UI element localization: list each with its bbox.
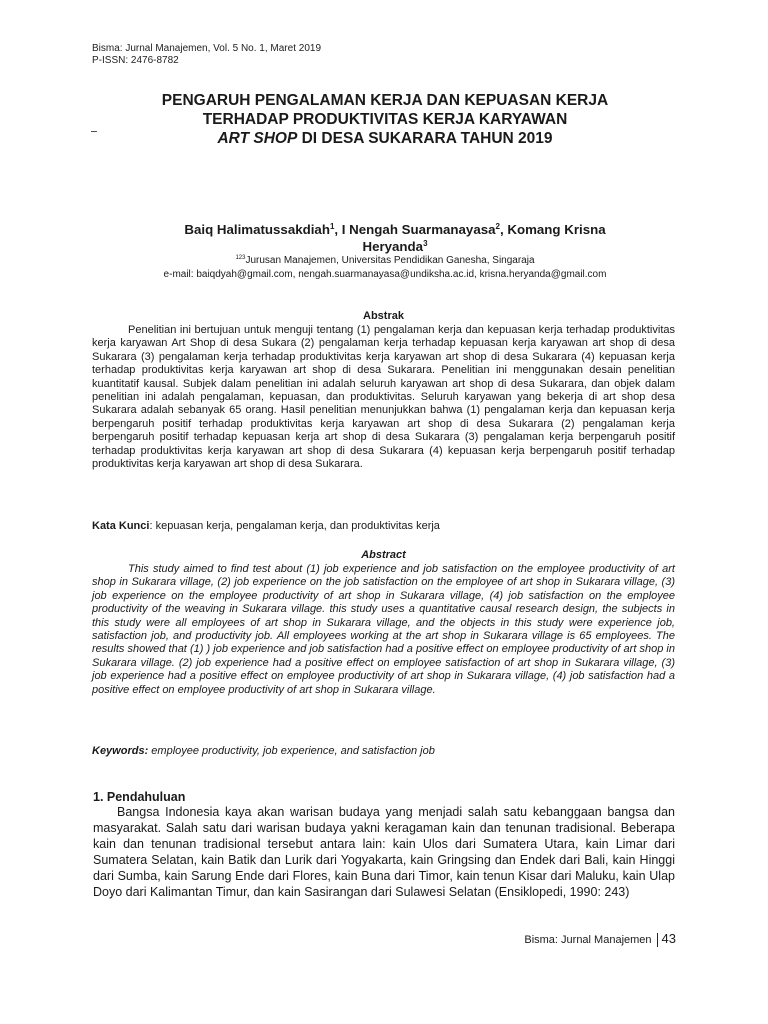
abstrak-heading: Abstrak: [363, 310, 404, 322]
title-line-3-rest: DI DESA SUKARARA TAHUN 2019: [297, 130, 553, 147]
author-list: Baiq Halimatussakdiah$^1$, I Nengah Suarmanayasa$^2$, Komang Krisna Heryanda$^3$: [184, 222, 606, 254]
title-line-1: PENGARUH PENGALAMAN KERJA DAN KEPUASAN KERJA: [161, 92, 609, 109]
section-body: Bangsa Indonesia kaya akan warisan budaya yang menjadi salah satu kebanggaan bangsa dan masyarakat. Salah satu dari warisan budaya yakni keragaman kain dan tenunan tradisional. Beberapa kain dan tenunan tradisional tersebut antara lain: kain Ulos dari Sumatera Utara, kain Limar dari Sumatera Selatan, kain Batik dan Lurik dari Yogyakarta, kain Gringsing dan Endek dari Bali, kain Hinggi dari Sumba, kain Sarung Ende dari Flores, kain Buna dari Timor, kain tenun Kisar dari Maluku, kain Ulap Doyo dari Kalimantan Timur, dan kain Sasirangan dari Sulawesi Selatan (Ensiklopedi, 1990: 243): [93, 805, 675, 899]
kata-kunci: Kata Kunci: kepuasan kerja, pengalaman kerja, dan produktivitas kerja: [92, 520, 440, 532]
affiliation: $^{123}$Jurusan Manajemen, Universitas Pendidikan Ganesha, Singaraja: [235, 255, 535, 266]
journal-header: Bisma: Jurnal Manajemen, Vol. 5 No. 1, Maret 2019: [92, 43, 322, 54]
author-1: Baiq Halimatussakdiah: [184, 222, 330, 237]
title-line-2: TERHADAP PRODUKTIVITAS KERJA KARYAWAN: [202, 111, 568, 128]
title-italic: ART SHOP: [217, 130, 298, 147]
issn-line: P-ISSN: 2476-8782: [92, 55, 179, 66]
abstract-body: This study aimed to find test about (1) job experience and job satisfaction on the employee productivity of art shop in Sukarara village, (2) job experience on the job satisfaction on the employee of art shop in Sukarara village, (3) job experience on the employee productivity of art shop in Sukarara village, (4) job satisfaction on the employee productivity of the weaving in Sukarara village. this study uses a quantitative causal research design, the subjects in this study were all employees of art shop in Sukarara village, and the objects in this study were experience job, satisfaction job, and productivity job. All employees working at the art shop in Sukarara village is 65 employees. The results showed that (1) ) job experience and job satisfaction had a positive effect on employee productivity of art shop in Sukarara village. (2) job experience had a positive effect on employee satisfaction of art shop in Sukarara village, (3) job experience had a positive effect on employee productivity of art shop in Sukarara village, (4) job satisfaction had a positive effect on employee productivity of art shop in Sukarara village.: [92, 563, 675, 696]
page-number: 43: [661, 931, 676, 946]
email-line: e-mail: baiqdyah@gmail.com, nengah.suarmanayasa@undiksha.ac.id, krisna.heryanda@gmail.com: [163, 269, 607, 280]
page-footer: [524, 932, 676, 947]
abstract-heading: Abstract: [361, 549, 406, 561]
section-heading: 1. Pendahuluan: [93, 790, 186, 804]
keywords: Keywords: employee productivity, job experience, and satisfaction job: [92, 745, 435, 757]
abstrak-body: Penelitian ini bertujuan untuk menguji tentang (1) pengalaman kerja dan kepuasan kerja terhadap produktivitas kerja karyawan Art Shop di desa Sukara (2) pengalaman kerja terhadap kepuasan kerja karyawan art shop di desa Sukarara (3) pengalaman kerja terhadap produktivitas kerja karyawan art shop di desa Sukarara (4) kepuasan kerja terhadap produktivitas kerja karyawan art shop di desa Sukarara. Penelitian ini menggunakan desain penelitian kuantitatif kausal. Subjek dalam penelitian ini adalah seluruh karyawan art shop di desa Sukarara, dan objek dalam penelitian ini adalah pengalaman, kepuasan, dan produktivitas. Seluruh karyawan yang bekerja di art shop desa Sukarara adalah sebanyak 65 orang. Hasil penelitian menunjukkan bahwa (1) pengalaman kerja dan kepuasan kerja berpengaruh positif terhadap produktivitas kerja karyawan art shop di desa Sukarara (2) pengalaman kerja berpengaruh positif terhadap kepuasan kerja art shop di desa Sukarara (3) pengalaman kerja berpengaruh positif terhadap produktivitas kerja karyawan art shop di desa Sukarara (4) kepuasan kerja berpengaruh positif terhadap produktivitas kerja karyawan art shop di desa Sukarara.: [92, 324, 675, 471]
author-3: , Komang Krisna: [499, 222, 606, 237]
author-2: , I Nengah Suarmanayasa: [334, 222, 496, 237]
paper-title: [60, 91, 710, 148]
author-3-surname: Heryanda: [362, 239, 424, 254]
footer-divider: [657, 933, 658, 947]
footer-journal: Bisma: Jurnal Manajemen: [524, 934, 652, 946]
stray-mark: [91, 131, 97, 132]
title-line-3: [60, 129, 710, 148]
